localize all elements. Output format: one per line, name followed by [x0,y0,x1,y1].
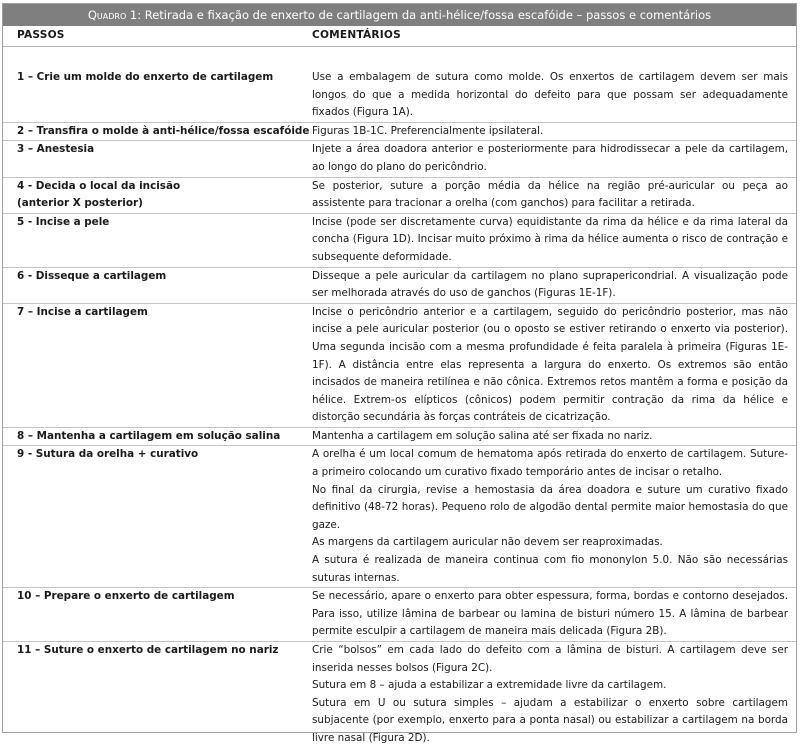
comment-text: As margens da cartilagem auricular não devem ser reaproximadas. [312,536,663,549]
step-label: 4 - Decida o local da incisão [17,179,181,192]
step-cell [3,178,299,213]
table-title [3,4,796,26]
comment-cell [299,268,796,303]
header-comments: COMENTÁRIOS [312,29,401,41]
table-row [3,69,796,122]
comment-cell [299,178,796,213]
step-label: 1 – Crie um molde do enxerto de cartilagem [17,71,274,83]
header-steps: PASSOS [17,29,65,41]
comment-text: Se posterior, suture a porção média da hélice na região pré-auricular ou peça ao assistente para tracionar a orelha (com ganchos) para facilitar a retirada. [312,179,788,210]
table-row [3,445,796,587]
comment-text: A sutura é realizada de maneira continua com fio mononylon 5.0. Não são necessárias suturas internas. [312,554,788,584]
comment-text: Crie “bolsos” em cada lado do defeito com a lâmina de bisturi. A cartilagem deve ser inserida nesses bolsos (Figura 2C). [312,644,788,674]
comment-cell [299,446,796,587]
step-label: 9 - Sutura da orelha + curativo [17,448,199,461]
step-label: 5 - Incise a pele [17,215,110,228]
comment-text: Injete a área doadora anterior e posteriormente para hidrodissecar a pele da cartilagem, ao longo do plano do pericôndrio. [312,143,788,173]
table-row [3,587,796,641]
comment-text: Incise o pericôndrio anterior e a cartilagem, seguido do pericôndrio posterior, mas não incise a pele auricular posterior (ou o oposto se estiver retirando o enxerto via posterior). Uma segunda incisão com a mesma profundidade é feita paralela à primeira (Figuras 1E-1F). A distância entre elas representa a largura do enxerto. Os extremos são então incisados de maneira retilínea e não cônica. Extremos retos mantêm a forma e posição da hélice. Extrem-os elípticos (cônicos) podem permitir contração da rima da hélice e distorção secundária às forças contráteis de cicatrização. [312,305,788,424]
step-cell [3,141,299,176]
step-cell [3,123,310,141]
table-body [3,69,796,748]
table-frame [2,3,797,744]
step-cell [3,428,299,446]
step-cell [3,588,299,641]
comment-cell [299,123,796,141]
comment-text: Figuras 1B-1C. Preferencialmente ipsilateral. [312,124,544,137]
table-row [3,641,796,748]
table-row [3,427,796,446]
table-title-text: Retirada e fixação de enxerto de cartilagem da anti-hélice/fossa escafóide – passos e comentários [141,8,712,22]
step-cell [3,69,299,122]
comment-text: Incise (pode ser discretamente curva) equidistante da rima da hélice e da rima lateral da concha (Figura 1D). Incisar muito próximo à rima da hélice aumenta o risco de contração e subsequente deformidade. [312,215,788,263]
comment-cell [299,588,796,641]
table-row [3,140,796,176]
step-cell [3,446,299,587]
comment-text: A orelha é um local comum de hematoma após retirada do enxerto de cartilagem. Suture-a primeiro colocando um curativo fixado temporário antes de incisar o retalho. [312,448,788,479]
step-label: (anterior X posterior) [17,197,143,210]
step-label: 3 – Anestesia [17,143,95,156]
comment-text: No final da cirurgia, revise a hemostasia da área doadora e suture um curativo fixado definitivo (48-72 horas). Pequeno rolo de algodão dental permite maior hemostasia do que gaze. [312,483,788,531]
step-label: 8 – Mantenha a cartilagem em solução salina [17,429,281,442]
comment-cell [299,304,796,427]
comment-cell [299,141,796,176]
table-row [3,122,796,141]
comment-cell [299,642,796,748]
table-row [3,303,796,427]
step-label: 7 – Incise a cartilagem [17,305,148,318]
step-cell [3,642,299,748]
table-header [3,26,796,47]
table-row [3,267,796,303]
comment-text: Sutura em U ou sutura simples – ajudam a estabilizar o enxerto sobre cartilagem subjacente (por exemplo, enxerto para a ponta nasal) ou estabilizar a cartilagem na borda livre nasal (Figura 2D). [312,696,788,744]
step-label: 11 – Suture o enxerto de cartilagem no nariz [17,644,279,656]
comment-cell [299,214,796,267]
table-title-label: Quadro 1: [87,8,142,22]
comment-cell [299,428,796,446]
comment-cell [299,69,796,122]
comment-text: Sutura em 8 – ajuda a estabilizar a extremidade livre da cartilagem. [312,679,667,692]
step-label: 2 – Transfira o molde à anti-hélice/fossa escafóide [17,124,310,137]
step-label: 10 – Prepare o enxerto de cartilagem [17,590,235,603]
table-row [3,177,796,213]
header-spacer [3,47,796,69]
step-label: 6 - Disseque a cartilagem [17,269,167,282]
step-cell [3,304,299,427]
comment-text: Use a embalagem de sutura como molde. Os enxertos de cartilagem devem ser mais longos do que a medida horizontal do defeito para que possam ser adequadamente fixados (Figura 1A). [312,71,788,119]
comment-text: Disseque a pele auricular da cartilagem no plano suprapericondrial. A visualização pode ser melhorada através do uso de ganchos (Figuras 1E-1F). [312,269,788,300]
comment-text: Se necessário, apare o enxerto para obter espessura, forma, bordas e contorno desejados. Para isso, utilize lâmina de barbear ou lamina de bisturi número 15. A lâmina de barbear permite esculpir a cartilagem de maneira mais delicada (Figura 2B). [312,590,788,638]
table-row [3,213,796,267]
comment-text: Mantenha a cartilagem em solução salina até ser fixada no nariz. [312,429,653,442]
step-cell [3,268,299,303]
step-cell [3,214,299,267]
